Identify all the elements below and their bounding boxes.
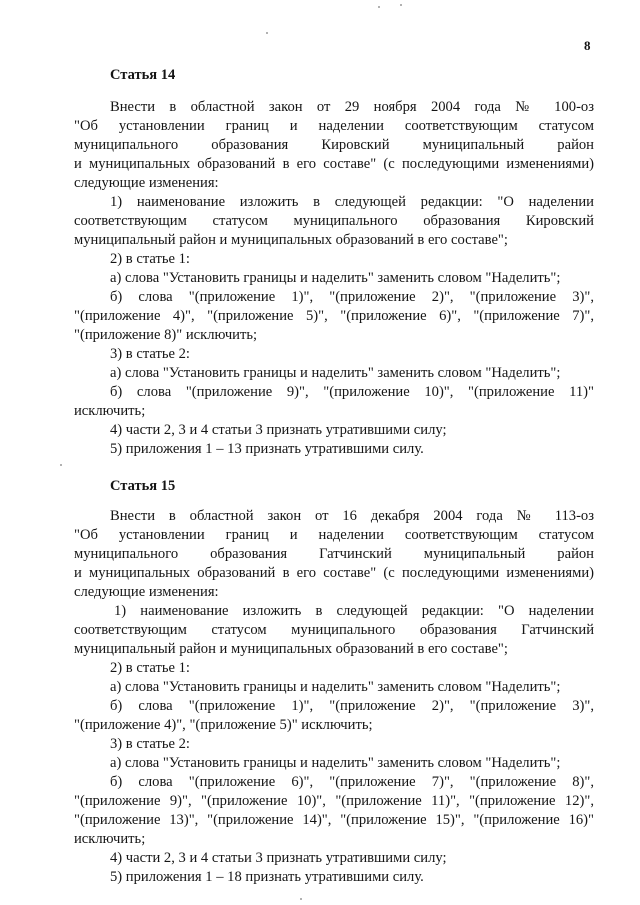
article-14-line: 3) в статье 2: [110,346,190,362]
article-14-line: и муниципальных образований в его составе" (с последующими изменениями) [74,156,594,172]
article-14-line: б) слова "(приложение 1)", "(приложение 2)", "(приложение 3)", [110,289,594,305]
scan-speck [60,464,62,466]
article-15-line: б) слова "(приложение 6)", "(приложение 7)", "(приложение 8)", [110,774,594,790]
article-15-line: 2) в статье 1: [110,660,190,676]
article-15-line: "(приложение 13)", "(приложение 14)", "(приложение 15)", "(приложение 16)" [74,812,594,828]
article-14-line: 2) в статье 1: [110,251,190,267]
article-15-line: и муниципальных образований в его составе" (с последующими изменениями) [74,565,594,581]
article-14-line: 4) части 2, 3 и 4 статьи 3 признать утратившими силу; [110,422,447,438]
page-number: 8 [584,38,591,53]
article-15-line: "(приложение 9)", "(приложение 10)", "(приложение 11)", "(приложение 12)", [74,793,594,809]
article-15-heading: Статья 15 [110,478,176,494]
article-14-line: "(приложение 8)" исключить; [74,327,258,343]
article-14-line: "(приложение 4)", "(приложение 5)", "(приложение 6)", "(приложение 7)", [74,308,594,324]
article-15-line: 1) наименование изложить в следующей редакции: "О наделении [114,603,594,619]
article-14-heading: Статья 14 [110,67,176,83]
scan-speck [378,6,380,8]
article-14-line: 1) наименование изложить в следующей редакции: "О наделении [110,194,594,210]
article-14-line: следующие изменения: [74,175,219,191]
article-15-line: а) слова "Установить границы и наделить" заменить словом "Наделить"; [110,679,561,695]
article-14-line: Внести в областной закон от 29 ноября 2004 года № 100-оз [110,99,594,115]
article-15-line: следующие изменения: [74,584,219,600]
article-15-line: соответствующим статусом муниципального образования Гатчинский [74,622,594,638]
article-14-line: б) слова "(приложение 9)", "(приложение 10)", "(приложение 11)" [110,384,594,400]
article-15-line: 3) в статье 2: [110,736,190,752]
scan-speck [300,898,302,900]
article-14-line: муниципального образования Кировский муниципальный район [74,137,594,153]
article-15-line: 4) части 2, 3 и 4 статьи 3 признать утратившими силу; [110,850,447,866]
scan-speck [266,32,268,34]
article-14-line: "Об установлении границ и наделении соответствующим статусом [74,118,594,134]
article-15-line: исключить; [74,831,146,847]
article-14-line: соответствующим статусом муниципального образования Кировский [74,213,594,229]
article-15-line: муниципального образования Гатчинский муниципальный район [74,546,594,562]
article-15-line: муниципальный район и муниципальных образований в его составе"; [74,641,508,657]
article-14-line: а) слова "Установить границы и наделить" заменить словом "Наделить"; [110,270,561,286]
article-14-line: исключить; [74,403,146,419]
scan-speck [400,4,402,6]
article-15-line: 5) приложения 1 – 18 признать утратившими силу. [110,869,424,885]
article-14-line: муниципальный район и муниципальных образований в его составе"; [74,232,508,248]
article-14-line: а) слова "Установить границы и наделить" заменить словом "Наделить"; [110,365,561,381]
article-15-line: а) слова "Установить границы и наделить" заменить словом "Наделить"; [110,755,561,771]
article-14-line: 5) приложения 1 – 13 признать утратившими силу. [110,441,424,457]
article-15-line: "Об установлении границ и наделении соответствующим статусом [74,527,594,543]
article-15-line: "(приложение 4)", "(приложение 5)" исключить; [74,717,373,733]
article-15-line: б) слова "(приложение 1)", "(приложение 2)", "(приложение 3)", [110,698,594,714]
article-15-line: Внести в областной закон от 16 декабря 2004 года № 113-оз [110,508,594,524]
